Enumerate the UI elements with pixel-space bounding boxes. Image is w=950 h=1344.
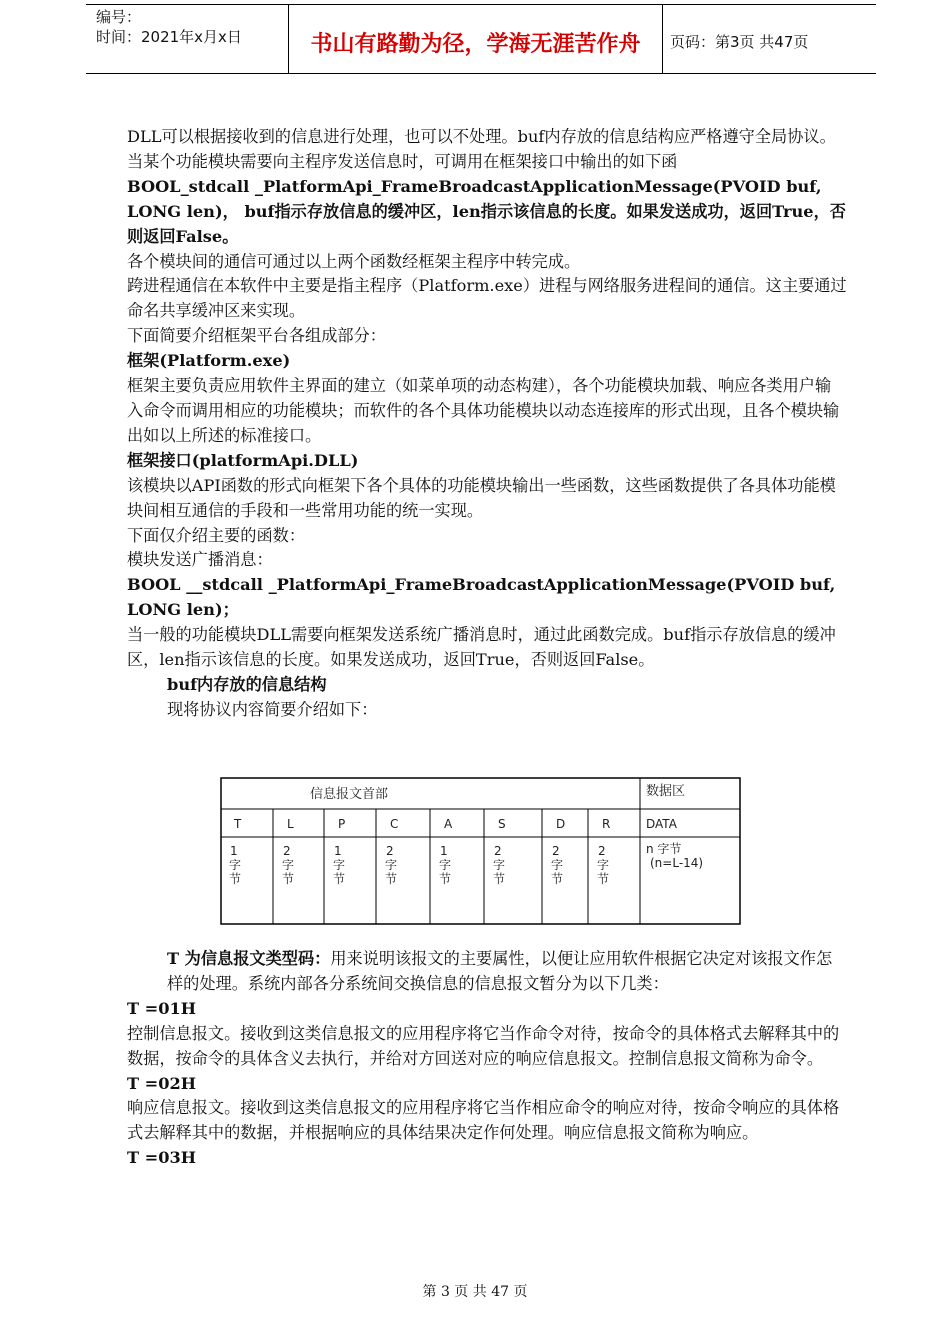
table-field-label: D <box>556 817 566 831</box>
header-divider <box>662 5 663 73</box>
t-heading: T 为信息报文类型码： <box>167 949 331 968</box>
table-field-size: 1 字节 <box>439 844 452 886</box>
header-left <box>96 7 242 47</box>
table-field-label: C <box>390 817 399 831</box>
table-data-area-label: 数据区 <box>646 784 686 799</box>
paragraph: DLL可以根据接收到的信息进行处理，也可以不处理。buf内存放的信息结构应严格遵守全局协议。 <box>127 127 836 146</box>
table-field-label: P <box>338 817 346 831</box>
number-label: 编号： <box>96 8 142 26</box>
document-body-continued <box>127 947 847 1171</box>
type-code: T =01H <box>127 998 197 1018</box>
header-page-number: 页码：第3页 共47页 <box>670 33 809 51</box>
paragraph: 当某个功能模块需要向主程序发送信息时，可调用在框架接口中输出的如下函 <box>127 151 678 171</box>
table-field-size: 2 字节 <box>597 844 610 886</box>
table-data-field: DATA <box>646 817 677 831</box>
section-heading: buf内存放的信息结构 <box>167 674 327 694</box>
section-heading: 框架接口(platformApi.DLL) <box>127 450 359 470</box>
function-signature: BOOL __stdcall _PlatformApi_FrameBroadcastApplicationMessage(PVOID buf, LONG len)； <box>127 575 836 620</box>
header-motto: 书山有路勤为径，学海无涯苦作舟 <box>310 32 641 57</box>
date-label: 时间：2021年x月x日 <box>96 28 242 46</box>
page-footer: 第 3 页 共 47 页 <box>422 1284 528 1300</box>
table-field-label: T <box>234 817 242 831</box>
function-signature: BOOL_stdcall _PlatformApi_FrameBroadcastApplicationMessage(PVOID buf, LONG len)， buf指示存放信息的缓冲区，len指示该信息的长度。如果发送成功，返回True，否则返回False。 <box>127 176 846 246</box>
table-data-size: n 字节 <box>646 842 682 856</box>
type-code: T =03H <box>127 1148 197 1168</box>
protocol-table-svg <box>220 777 741 925</box>
table-field-size: 1 字节 <box>333 844 346 886</box>
table-field-size: 2 字节 <box>385 844 398 886</box>
paragraph: 响应信息报文。接收到这类信息报文的应用程序将它当作相应命令的响应对待，按命令响应的具体格式去解释其中的数据，并根据响应的具体结果决定作何处理。响应信息报文简称为响应。 <box>127 1098 840 1143</box>
paragraph: 下面简要介绍框架平台各组成部分： <box>127 326 386 346</box>
paragraph: 该模块以API函数的形式向框架下各个具体的功能模块输出一些函数，这些函数提供了各具体功能模块间相互通信的手段和一些常用功能的统一实现。 <box>127 475 836 520</box>
paragraph: 现将协议内容简要介绍如下： <box>167 699 378 719</box>
protocol-table <box>220 777 741 925</box>
section-heading: 框架(Platform.exe) <box>127 351 291 371</box>
page-header <box>86 4 876 74</box>
paragraph: 控制信息报文。接收到这类信息报文的应用程序将它当作命令对待，按命令的具体格式去解释其中的数据，按命令的具体含义去执行，并给对方回送对应的响应信息报文。控制信息报文简称为命令。 <box>127 1023 840 1068</box>
table-field-label: R <box>602 817 611 831</box>
document-body <box>127 125 847 723</box>
table-header-label: 信息报文首部 <box>310 787 389 802</box>
table-field-size: 1 字节 <box>229 844 242 886</box>
table-field-label: A <box>444 817 453 831</box>
paragraph: 各个模块间的通信可通过以上两个函数经框架主程序中转完成。 <box>127 251 581 271</box>
table-field-size: 2 字节 <box>551 844 564 886</box>
table-field-size: 2 字节 <box>282 844 295 886</box>
table-field-label: S <box>498 817 506 831</box>
paragraph: 跨进程通信在本软件中主要是指主程序（Platform.exe）进程与网络服务进程间的通信。这主要通过命名共享缓冲区来实现。 <box>127 276 847 321</box>
table-field-label: L <box>287 817 294 831</box>
table-field-size: 2 字节 <box>493 844 506 886</box>
paragraph: 框架主要负责应用软件主界面的建立（如菜单项的动态构建），各个功能模块加载、响应各类用户输入命令而调用相应的功能模块；而软件的各个具体功能模块以动态连接库的形式出现，且各个模块输出如以上所述的标准接口。 <box>127 376 840 445</box>
paragraph: 当一般的功能模块DLL需要向框架发送系统广播消息时，通过此函数完成。buf指示存放信息的缓冲区，len指示该信息的长度。如果发送成功，返回True，否则返回False。 <box>127 625 836 670</box>
t-description: 用来说明该报文的主要属性，以便让应用软件根据它决定对该报文作怎样的处理。系统内部各分系统间交换信息的信息报文暂分为以下几类： <box>167 949 833 993</box>
paragraph: 模块发送广播消息： <box>127 550 273 570</box>
type-code: T =02H <box>127 1073 197 1093</box>
paragraph: 下面仅介绍主要的函数： <box>127 525 306 545</box>
table-data-size-formula: (n=L-14) <box>650 856 704 870</box>
